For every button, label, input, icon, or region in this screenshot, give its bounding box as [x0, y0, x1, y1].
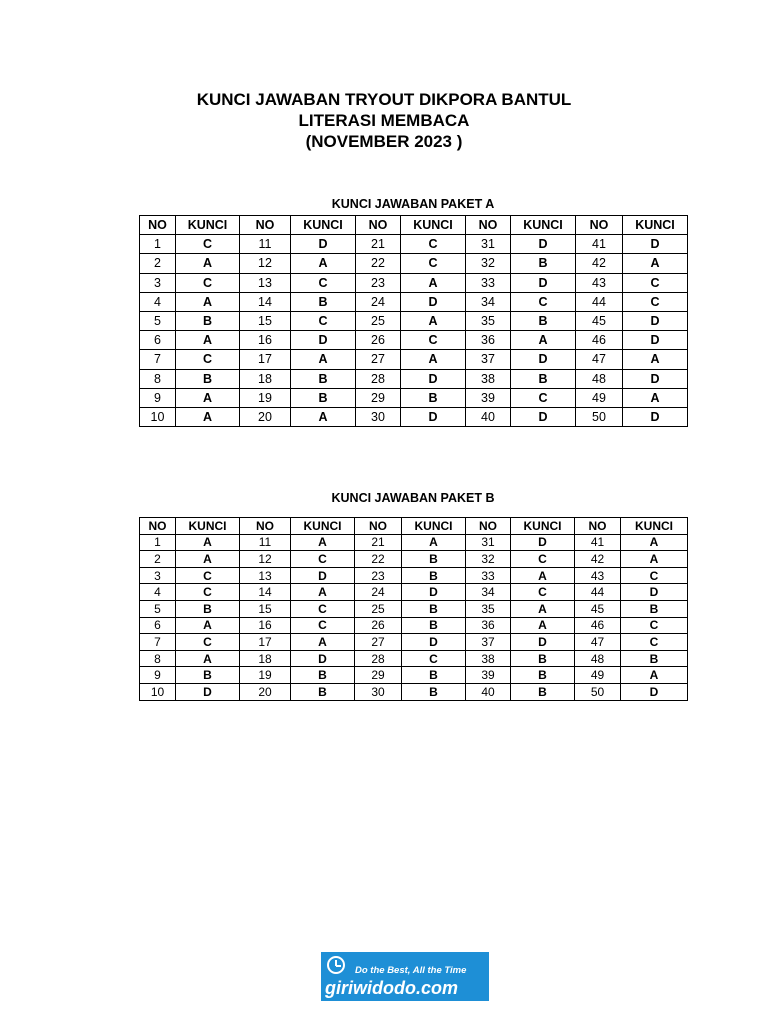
answer-key-cell: B: [291, 683, 355, 700]
answer-key-cell: D: [291, 235, 356, 254]
answer-key-cell: A: [176, 388, 240, 407]
question-number-cell: 45: [576, 311, 623, 330]
answer-key-cell: A: [621, 667, 688, 684]
answer-key-cell: C: [176, 235, 240, 254]
question-number-cell: 40: [466, 407, 511, 426]
question-number-cell: 47: [575, 634, 621, 651]
question-number-cell: 48: [576, 369, 623, 388]
answer-key-cell: A: [176, 292, 240, 311]
logo-site: giriwidodo.com: [325, 978, 458, 998]
question-number-cell: 50: [576, 407, 623, 426]
answer-key-cell: C: [291, 311, 356, 330]
answer-key-cell: A: [176, 254, 240, 273]
answer-key-cell: C: [511, 292, 576, 311]
answer-key-cell: D: [402, 634, 466, 651]
question-number-cell: 42: [576, 254, 623, 273]
answer-key-cell: D: [621, 584, 688, 601]
question-number-cell: 13: [240, 273, 291, 292]
question-number-cell: 41: [575, 534, 621, 551]
question-number-cell: 46: [575, 617, 621, 634]
table-row: [140, 534, 688, 551]
question-number-cell: 11: [240, 235, 291, 254]
question-number-cell: 43: [576, 273, 623, 292]
answer-key-cell: B: [176, 600, 240, 617]
answer-key-cell: B: [621, 600, 688, 617]
answer-key-cell: C: [402, 650, 466, 667]
alarm-clock-icon: [327, 956, 345, 974]
answer-key-cell: C: [401, 331, 466, 350]
answer-key-cell: D: [511, 235, 576, 254]
question-number-cell: 17: [240, 634, 291, 651]
question-number-cell: 7: [140, 634, 176, 651]
answer-key-cell: A: [291, 584, 355, 601]
question-number-cell: 37: [466, 350, 511, 369]
question-number-cell: 5: [140, 311, 176, 330]
question-number-cell: 32: [466, 551, 511, 568]
table-header-row: [140, 216, 688, 235]
question-number-cell: 24: [355, 584, 402, 601]
answer-key-cell: B: [511, 254, 576, 273]
question-number-cell: 6: [140, 617, 176, 634]
header-cell: KUNCI: [621, 518, 688, 535]
question-number-cell: 38: [466, 369, 511, 388]
header-cell: NO: [355, 518, 402, 535]
answer-key-cell: D: [623, 407, 688, 426]
answer-key-cell: D: [511, 273, 576, 292]
answer-key-cell: B: [176, 369, 240, 388]
question-number-cell: 49: [575, 667, 621, 684]
answer-key-cell: C: [176, 273, 240, 292]
question-number-cell: 49: [576, 388, 623, 407]
question-number-cell: 17: [240, 350, 291, 369]
question-number-cell: 14: [240, 292, 291, 311]
question-number-cell: 41: [576, 235, 623, 254]
answer-key-cell: C: [291, 551, 355, 568]
answer-key-cell: B: [176, 311, 240, 330]
question-number-cell: 4: [140, 292, 176, 311]
header-cell: KUNCI: [176, 518, 240, 535]
question-number-cell: 22: [356, 254, 401, 273]
answer-key-cell: B: [402, 600, 466, 617]
header-cell: KUNCI: [511, 216, 576, 235]
answer-key-cell: C: [623, 273, 688, 292]
answer-key-cell: C: [401, 235, 466, 254]
question-number-cell: 20: [240, 683, 291, 700]
question-number-cell: 27: [356, 350, 401, 369]
answer-key-cell: D: [511, 634, 575, 651]
answer-key-cell: B: [621, 650, 688, 667]
question-number-cell: 39: [466, 667, 511, 684]
header-cell: KUNCI: [511, 518, 575, 535]
answer-key-cell: A: [511, 617, 575, 634]
question-number-cell: 48: [575, 650, 621, 667]
answer-key-cell: A: [176, 617, 240, 634]
answer-key-cell: A: [291, 407, 356, 426]
answer-key-cell: D: [402, 584, 466, 601]
question-number-cell: 29: [356, 388, 401, 407]
table-row: [140, 350, 688, 369]
answer-key-cell: A: [291, 534, 355, 551]
question-number-cell: 38: [466, 650, 511, 667]
answer-key-cell: B: [511, 369, 576, 388]
question-number-cell: 44: [575, 584, 621, 601]
answer-key-cell: A: [623, 254, 688, 273]
question-number-cell: 12: [240, 254, 291, 273]
answer-key-cell: A: [176, 551, 240, 568]
question-number-cell: 10: [140, 683, 176, 700]
answer-key-cell: C: [623, 292, 688, 311]
answer-key-cell: C: [291, 600, 355, 617]
table-row: [140, 311, 688, 330]
answer-key-cell: A: [511, 567, 575, 584]
question-number-cell: 26: [355, 617, 402, 634]
question-number-cell: 36: [466, 331, 511, 350]
paket-b-table: [139, 517, 688, 701]
question-number-cell: 21: [356, 235, 401, 254]
answer-key-cell: C: [176, 567, 240, 584]
question-number-cell: 30: [355, 683, 402, 700]
answer-key-cell: C: [511, 551, 575, 568]
question-number-cell: 21: [355, 534, 402, 551]
question-number-cell: 31: [466, 235, 511, 254]
document-subtitle: LITERASI MEMBACA: [298, 111, 470, 130]
answer-key-cell: B: [402, 617, 466, 634]
answer-key-cell: A: [291, 254, 356, 273]
header-cell: KUNCI: [623, 216, 688, 235]
table-row: [140, 273, 688, 292]
header-cell: NO: [140, 518, 176, 535]
header-cell: NO: [240, 518, 291, 535]
question-number-cell: 9: [140, 667, 176, 684]
answer-key-cell: B: [291, 369, 356, 388]
question-number-cell: 22: [355, 551, 402, 568]
question-number-cell: 24: [356, 292, 401, 311]
question-number-cell: 35: [466, 311, 511, 330]
answer-key-cell: A: [176, 534, 240, 551]
question-number-cell: 25: [356, 311, 401, 330]
answer-key-cell: A: [401, 273, 466, 292]
answer-key-cell: D: [623, 331, 688, 350]
answer-key-cell: D: [401, 292, 466, 311]
answer-key-cell: A: [621, 534, 688, 551]
header-cell: NO: [356, 216, 401, 235]
paket-a-table: [139, 215, 688, 427]
answer-key-cell: D: [291, 567, 355, 584]
question-number-cell: 2: [140, 551, 176, 568]
header-cell: KUNCI: [291, 216, 356, 235]
answer-key-cell: A: [621, 551, 688, 568]
question-number-cell: 9: [140, 388, 176, 407]
answer-key-cell: C: [176, 584, 240, 601]
question-number-cell: 15: [240, 600, 291, 617]
question-number-cell: 7: [140, 350, 176, 369]
answer-key-cell: A: [176, 331, 240, 350]
document-title: KUNCI JAWABAN TRYOUT DIKPORA BANTUL: [196, 90, 572, 109]
answer-key-cell: B: [402, 567, 466, 584]
paket-b-caption: KUNCI JAWABAN PAKET B: [331, 491, 495, 505]
question-number-cell: 26: [356, 331, 401, 350]
question-number-cell: 31: [466, 534, 511, 551]
table-row: [140, 567, 688, 584]
answer-key-cell: B: [401, 388, 466, 407]
question-number-cell: 32: [466, 254, 511, 273]
header-cell: KUNCI: [291, 518, 355, 535]
header-cell: NO: [240, 216, 291, 235]
question-number-cell: 28: [356, 369, 401, 388]
question-number-cell: 2: [140, 254, 176, 273]
answer-key-cell: C: [176, 634, 240, 651]
question-number-cell: 37: [466, 634, 511, 651]
table-row: [140, 331, 688, 350]
question-number-cell: 14: [240, 584, 291, 601]
question-number-cell: 18: [240, 369, 291, 388]
question-number-cell: 36: [466, 617, 511, 634]
paket-a-caption: KUNCI JAWABAN PAKET A: [331, 197, 495, 211]
answer-key-cell: B: [402, 667, 466, 684]
answer-key-cell: C: [291, 617, 355, 634]
question-number-cell: 50: [575, 683, 621, 700]
question-number-cell: 12: [240, 551, 291, 568]
question-number-cell: 11: [240, 534, 291, 551]
table-row: [140, 634, 688, 651]
header-cell: NO: [575, 518, 621, 535]
answer-key-cell: A: [401, 311, 466, 330]
question-number-cell: 30: [356, 407, 401, 426]
header-cell: NO: [140, 216, 176, 235]
answer-key-cell: B: [511, 683, 575, 700]
answer-key-cell: A: [623, 388, 688, 407]
answer-key-cell: B: [511, 650, 575, 667]
header-cell: KUNCI: [401, 216, 466, 235]
answer-key-cell: A: [176, 407, 240, 426]
answer-key-cell: B: [402, 683, 466, 700]
table-row: [140, 667, 688, 684]
answer-key-cell: A: [511, 331, 576, 350]
table-row: [140, 683, 688, 700]
answer-key-cell: D: [291, 650, 355, 667]
answer-key-cell: D: [401, 369, 466, 388]
answer-key-cell: C: [621, 567, 688, 584]
answer-key-cell: D: [623, 369, 688, 388]
answer-key-cell: B: [511, 311, 576, 330]
answer-key-cell: C: [401, 254, 466, 273]
answer-key-cell: C: [176, 350, 240, 369]
document-date: (NOVEMBER 2023 ): [305, 132, 463, 151]
question-number-cell: 27: [355, 634, 402, 651]
answer-key-cell: C: [511, 584, 575, 601]
question-number-cell: 8: [140, 369, 176, 388]
question-number-cell: 25: [355, 600, 402, 617]
question-number-cell: 13: [240, 567, 291, 584]
table-row: [140, 551, 688, 568]
question-number-cell: 16: [240, 617, 291, 634]
question-number-cell: 39: [466, 388, 511, 407]
question-number-cell: 19: [240, 388, 291, 407]
answer-key-cell: D: [511, 407, 576, 426]
question-number-cell: 28: [355, 650, 402, 667]
answer-key-cell: A: [623, 350, 688, 369]
question-number-cell: 10: [140, 407, 176, 426]
answer-key-cell: C: [621, 617, 688, 634]
answer-key-cell: D: [176, 683, 240, 700]
answer-key-cell: D: [623, 311, 688, 330]
answer-key-cell: A: [291, 350, 356, 369]
question-number-cell: 23: [355, 567, 402, 584]
question-number-cell: 15: [240, 311, 291, 330]
question-number-cell: 34: [466, 584, 511, 601]
table-row: [140, 600, 688, 617]
header-cell: KUNCI: [176, 216, 240, 235]
answer-key-cell: C: [621, 634, 688, 651]
answer-key-cell: D: [401, 407, 466, 426]
header-cell: NO: [576, 216, 623, 235]
question-number-cell: 18: [240, 650, 291, 667]
question-number-cell: 3: [140, 273, 176, 292]
answer-key-cell: C: [291, 273, 356, 292]
question-number-cell: 34: [466, 292, 511, 311]
question-number-cell: 44: [576, 292, 623, 311]
question-number-cell: 40: [466, 683, 511, 700]
question-number-cell: 4: [140, 584, 176, 601]
question-number-cell: 5: [140, 600, 176, 617]
header-cell: NO: [466, 518, 511, 535]
answer-key-cell: C: [511, 388, 576, 407]
answer-key-cell: A: [291, 634, 355, 651]
answer-key-cell: D: [291, 331, 356, 350]
question-number-cell: 42: [575, 551, 621, 568]
table-row: [140, 407, 688, 426]
header-cell: KUNCI: [402, 518, 466, 535]
question-number-cell: 35: [466, 600, 511, 617]
question-number-cell: 19: [240, 667, 291, 684]
answer-key-cell: A: [402, 534, 466, 551]
table-row: [140, 292, 688, 311]
answer-key-cell: D: [621, 683, 688, 700]
answer-key-cell: B: [291, 388, 356, 407]
question-number-cell: 1: [140, 534, 176, 551]
table-row: [140, 584, 688, 601]
question-number-cell: 46: [576, 331, 623, 350]
answer-key-cell: B: [291, 292, 356, 311]
answer-key-cell: A: [511, 600, 575, 617]
table-row: [140, 617, 688, 634]
question-number-cell: 23: [356, 273, 401, 292]
answer-key-cell: B: [402, 551, 466, 568]
answer-key-cell: D: [623, 235, 688, 254]
answer-key-cell: B: [291, 667, 355, 684]
question-number-cell: 8: [140, 650, 176, 667]
table-row: [140, 369, 688, 388]
table-header-row: [140, 518, 688, 535]
question-number-cell: 33: [466, 567, 511, 584]
question-number-cell: 43: [575, 567, 621, 584]
question-number-cell: 6: [140, 331, 176, 350]
answer-key-cell: A: [401, 350, 466, 369]
answer-key-cell: D: [511, 534, 575, 551]
table-row: [140, 388, 688, 407]
question-number-cell: 33: [466, 273, 511, 292]
table-row: [140, 235, 688, 254]
question-number-cell: 16: [240, 331, 291, 350]
question-number-cell: 29: [355, 667, 402, 684]
question-number-cell: 20: [240, 407, 291, 426]
header-cell: NO: [466, 216, 511, 235]
question-number-cell: 47: [576, 350, 623, 369]
table-row: [140, 650, 688, 667]
answer-key-cell: A: [176, 650, 240, 667]
question-number-cell: 1: [140, 235, 176, 254]
question-number-cell: 45: [575, 600, 621, 617]
answer-key-cell: B: [176, 667, 240, 684]
logo-tagline: Do the Best, All the Time: [355, 965, 467, 976]
answer-key-cell: B: [511, 667, 575, 684]
answer-key-cell: D: [511, 350, 576, 369]
question-number-cell: 3: [140, 567, 176, 584]
giriwidodo-logo: [321, 952, 489, 1001]
table-row: [140, 254, 688, 273]
